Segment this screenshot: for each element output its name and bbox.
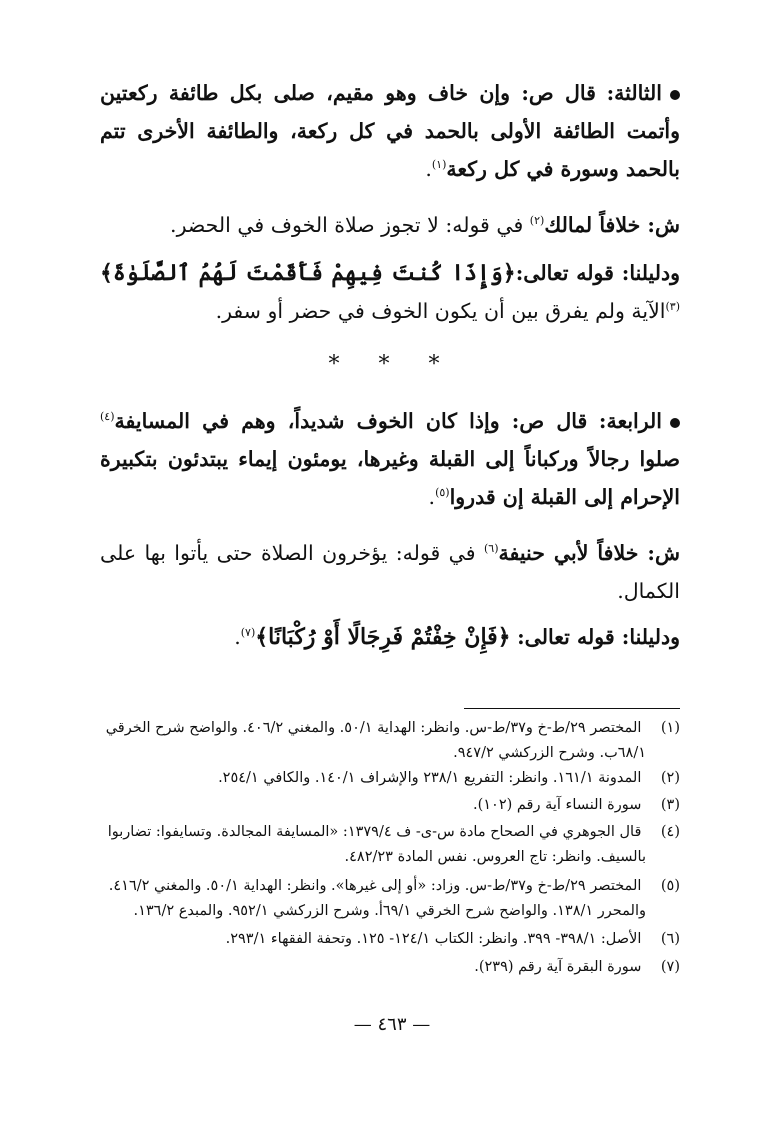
quran-verse: ﴿وَإِذَا كُنتَ فِيهِمْ فَأَقَمْتَ لَهُمُ ٱلصَّلَوٰةَ﴾: [100, 260, 516, 286]
section-heading-fourth: الرابعة:: [598, 409, 662, 433]
footnote-ref[interactable]: (١): [431, 158, 447, 172]
ruling-text-cont: صلوا رجالاً وركباناً إلى القبلة وغيرها، يومئون إيماء يبتدئون بتكبيرة الإحرام إلى القبلة إن قدروا: [100, 447, 680, 509]
ruling-text: قال ص: وإذا كان الخوف شديداً، وهم في المسايفة: [114, 409, 588, 433]
footnote-text: سورة البقرة آية رقم (٢٣٩).: [474, 959, 642, 975]
paragraph-disagreement-malik: [100, 206, 680, 244]
footnote-text: المختصر ٢٩/ط-خ و٣٧/ط-س. وزاد: «أو إلى غيرها». وانظر: الهداية ٥٠/١. والمغني ٤١٦/٢.: [108, 878, 642, 894]
section-heading-third: الثالثة:: [606, 81, 662, 105]
footnote-ref[interactable]: (٤): [100, 410, 115, 424]
footnote-number: (٤): [660, 824, 680, 840]
footnote-text: الأصل: ٣٩٨/١- ٣٩٩. وانظر: الكتاب ١٢٤/١- ١٢٥. وتحفة الفقهاء ٢٩٣/١.: [225, 931, 642, 947]
footnote-text: سورة النساء آية رقم (١٠٢).: [472, 797, 642, 813]
paragraph-fourth-ruling: الرابعة: قال ص: وإذا كان الخوف شديداً، وهم في المسايفة$^{(٤)}$ صلوا رجالاً وركباناً إلى القبلة وغيرها، يومئون إيماء يبتدئون بتكبيرة الإحرام إلى القبلة إن قدروا$^{(٥)}$.: [100, 409, 680, 509]
footnote-4: [100, 820, 680, 870]
sharh-text: في قوله: لا تجوز صلاة الخوف في الحضر.: [170, 213, 524, 237]
bullet-icon: [670, 90, 680, 100]
footnote-text-cont: والمحرر ١٣٨/١. والواضح شرح الخرقي ٦٩/١أ. وشرح الزركشي ٩٥٢/١. والمبدع ١٣٦/٢.: [133, 903, 646, 919]
footnote-text: المختصر ٢٩/ط-خ و٣٧/ط-س. وانظر: الهداية ٥٠/١. والمغني ٤٠٦/٢. والواضح شرح الخرقي: [105, 720, 642, 736]
quran-verse: ﴿فَإِنْ خِفْتُمْ فَرِجَالًا أَوْ رُكْبَانًا﴾: [255, 624, 511, 650]
footnote-number: (١): [660, 720, 680, 736]
paragraph-evidence-one: [100, 254, 680, 330]
page-number: — ٤٦٣ —: [353, 1014, 431, 1035]
evidence-text: الآية ولم يفرق بين أن يكون الخوف في حضر أو سفر.: [215, 299, 666, 323]
sharh-lead: ش: خلافاً لمالك: [544, 213, 680, 237]
footnote-number: (٥): [660, 878, 680, 894]
footnote-6: [100, 927, 680, 952]
sharh-lead: ش: خلافاً لأبي حنيفة: [498, 541, 680, 565]
footnote-ref[interactable]: (٥): [435, 486, 450, 500]
footnote-text-cont: بالسيف. وانظر: تاج العروس. نفس المادة ٤٨٢/٢٣.: [344, 849, 646, 865]
paragraph-disagreement-hanifa: [100, 534, 680, 610]
section-separator: * * *: [328, 352, 456, 377]
evidence-lead: ودليلنا: قوله تعالى:: [515, 261, 681, 285]
footnote-ref[interactable]: (٧): [240, 626, 256, 640]
ruling-text: قال ص: وإن خاف وهو مقيم، صلى بكل طائفة ركعتين وأتمت الطائفة الأولى بالحمد في كل ركعة، والطائفة الأخرى تتم بالحمد وسورة في كل ركعة: [100, 81, 680, 181]
footnote-ref[interactable]: (٢): [529, 214, 545, 228]
bullet-icon: [670, 418, 680, 428]
footnote-text-cont: ٦٨/١ب. وشرح الزركشي ٩٤٧/٢.: [453, 745, 646, 761]
footnote-number: (٢): [660, 770, 680, 786]
footnote-1: [100, 716, 680, 766]
footnote-ref[interactable]: (٣): [665, 300, 680, 314]
sharh-text: في قوله: يؤخرون الصلاة حتى يأتوا بها على الكمال.: [100, 541, 680, 603]
footnote-number: (٦): [660, 931, 680, 947]
footnote-number: (٣): [660, 797, 680, 813]
evidence-lead: ودليلنا: قوله تعالى:: [517, 625, 680, 649]
footnote-number: (٧): [660, 959, 680, 975]
footnote-7: [100, 955, 680, 980]
footnote-3: [100, 793, 680, 818]
paragraph-evidence-two: ودليلنا: قوله تعالى: ﴿فَإِنْ خِفْتُمْ فَرِجَالًا أَوْ رُكْبَانًا﴾$^{(٧)}$.: [234, 624, 680, 650]
footnote-text: المدونة ١٦١/١. وانظر: التفريع ٢٣٨/١ والإشراف ١٤٠/١. والكافي ٢٥٤/١.: [218, 770, 642, 786]
footnote-text: قال الجوهري في الصحاح مادة س-ى- ف ١٣٧٩/٤: «المسايفة المجالدة. وتسايفوا: تضاربوا: [107, 824, 642, 840]
footnote-divider: [464, 708, 680, 709]
footnote-ref[interactable]: (٦): [483, 542, 499, 556]
footnote-2: [100, 766, 680, 791]
paragraph-third-ruling: الثالثة: قال ص: وإن خاف وهو مقيم، صلى بكل طائفة ركعتين وأتمت الطائفة الأولى بالحمد في كل ركعة، والطائفة الأخرى تتم بالحمد وسورة في كل ركعة$^{(١)}$.: [100, 81, 680, 181]
footnote-5: [100, 874, 680, 924]
